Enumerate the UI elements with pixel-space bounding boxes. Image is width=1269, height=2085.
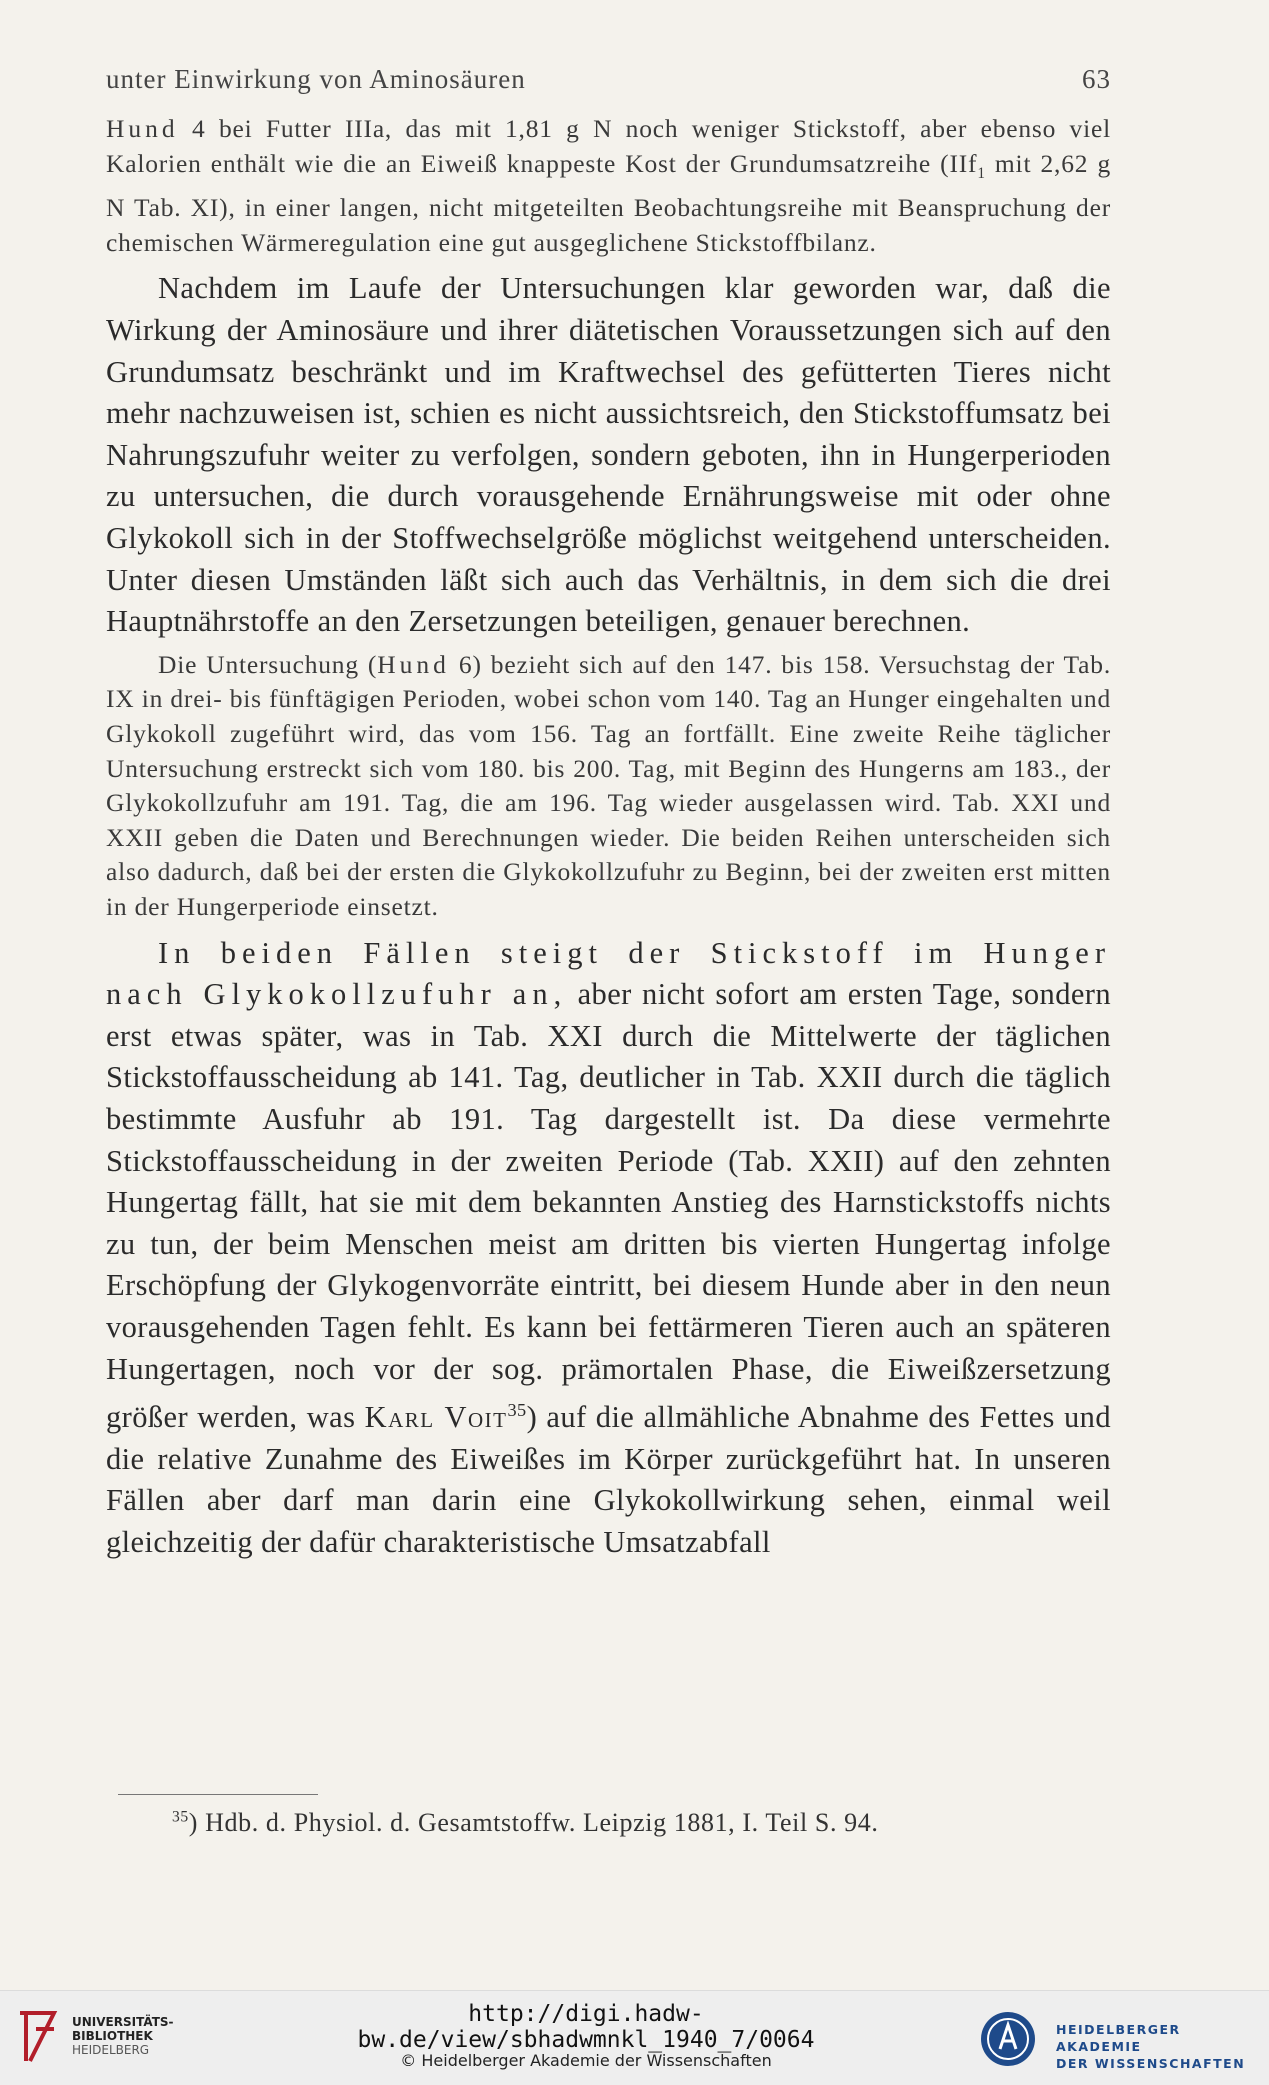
running-title: unter Einwirkung von Aminosäuren (106, 64, 526, 94)
footnote-number: 35 (172, 1808, 189, 1826)
paragraph-hund-4 (106, 112, 1111, 260)
paragraph-text: ) auf die allmähliche Abnahme des Fettes und die relative Zunahme des Eiweißes im Körper zurückgeführt hat. In unseren Fällen aber darf man darin eine Glykokollwirkung sehen, einmal weil gleichzeitig der dafür charakteristische Umsatzabfall (106, 1400, 1111, 1560)
copyright-notice: © Heidelberger Akademie der Wissenschaften (400, 2051, 772, 2070)
footnote-rule (118, 1794, 318, 1795)
dog-name: Hund (106, 114, 179, 143)
dog-name: Hund (377, 649, 450, 679)
viewer-footer (0, 1990, 1269, 2085)
paragraph-text: mit 2,62 g N Tab. XI), in einer langen, nicht mitgeteilten Beobachtungsreihe mit Beanspruchung der chemischen Wärmeregulation eine gut ausgeglichene Stickstoffbilanz. (106, 148, 1111, 257)
academy-seal-icon (978, 2009, 1038, 2069)
ub-line-2: BIBLIOTHEK (72, 2029, 153, 2043)
academy-line-2: DER WISSENSCHAFTEN (1056, 2056, 1246, 2071)
footnote-ref: 35 (507, 1400, 527, 1421)
paragraph-text: 6) bezieht sich auf den 147. bis 158. Versuchstag der Tab. IX in drei- bis fünftägigen Perioden, wobei schon vom 140. Tag an Hunger eingehalten und Glykokoll zugeführt wird, das vom 156. Tag an fortfällt. Eine zweite Reihe täglicher Untersuchung erstreckt sich vom 180. bis 200. Tag, mit Beginn des Hungerns am 183., der Glykokollzufuhr am 191. Tag, die am 196. Tag wieder ausgelassen wird. Tab. XXI und XXII geben die Daten und Berechnungen wieder. Die beiden Reihen unterscheiden sich also dadurch, daß bei der ersten die Glykokollzufuhr zu Beginn, bei der zweiten erst mitten in der Hungerperiode einsetzt. (106, 649, 1111, 921)
emphasized-statement: In beiden Fällen steigt der Stickstoff im Hunger nach Glykokollzufuhr an, (106, 935, 1111, 1012)
paragraph-text: aber nicht sofort am ersten Tage, sondern erst etwas später, was in Tab. XXI durch die Mittelwerte der täglichen Stickstoffausscheidung ab 141. Tag, deutlicher in Tab. XXII durch die täglich bestimmte Ausfuhr ab 191. Tag dargestellt ist. Da diese vermehrte Stickstoffausscheidung in der zweiten Periode (Tab. XXII) auf den zehnten Hungertag fällt, hat sie mit dem bekannten Anstieg des Harnstickstoffs nichts zu tun, der beim Menschen meist am dritten bis vierten Hungertag infolge Erschöpfung der Glykogenvorräte eintritt, bei diesem Hunde aber in den neun vorausgehenden Tagen fehlt. Es kann bei fettärmeren Tieren auch an späteren Hungertagen, noch vor der sog. prämortalen Phase, die Eiweißzersetzung größer werden, was (106, 977, 1111, 1435)
page-body (106, 112, 1111, 1564)
ub-heidelberg-label (72, 2015, 174, 2057)
subscript: 1 (977, 164, 986, 182)
paragraph-main-1: Nachdem im Laufe der Untersuchungen klar geworden war, daß die Wirkung der Aminosäure und ihrer diätetischen Voraussetzungen sich auf den Grundumsatz beschränkt und im Kraftwechsel des gefütterten Tieres nicht mehr nachzuweisen ist, schien es nicht aussichtsreich, den Stickstoffumsatz bei Nahrungszufuhr weiter zu verfolgen, sondern geboten, ihn in Hungerperioden zu untersuchen, die durch vorausgehende Ernährungsweise mit oder ohne Glykokoll sich in der Stoffwechselgröße möglichst weitgehend unterscheiden. Unter diesen Umständen läßt sich auch das Verhältnis, in dem sich die drei Hauptnährstoffe an den Zersetzungen beteiligen, genauer berechnen. (106, 271, 1111, 639)
ub-line-1: UNIVERSITÄTS- (72, 2015, 174, 2029)
page-number: 63 (1082, 64, 1111, 94)
ub-heidelberg-logo-icon (14, 2009, 60, 2065)
footnote (172, 1808, 1072, 1838)
ub-line-3: HEIDELBERG (72, 2043, 150, 2057)
paragraph-text: Die Untersuchung ( (158, 649, 378, 679)
page-header (106, 64, 1111, 96)
footnote-text: ) Hdb. d. Physiol. d. Gesamtstoffw. Leipzig 1881, I. Teil S. 94. (188, 1808, 879, 1837)
paragraph-text: 4 bei Futter IIIa, das mit 1,81 g N noch weniger Stickstoff, aber ebenso viel Kalorien enthält wie die an Eiweiß knappeste Kost der Grundumsatzreihe (IIf (106, 114, 1111, 178)
permalink-url[interactable]: http://digi.hadw-bw.de/view/sbhadwmnkl_1940_7/0064 (357, 2001, 815, 2053)
academy-label (1056, 2021, 1269, 2072)
academy-line-1: HEIDELBERGER AKADEMIE (1056, 2022, 1181, 2054)
paragraph-main-2 (106, 933, 1111, 1564)
author-name: Karl Voit (364, 1400, 508, 1435)
ub-heidelberg-logo[interactable] (14, 2005, 174, 2071)
paragraph-hund-6 (106, 648, 1111, 925)
academy-logo[interactable] (978, 2009, 1038, 2069)
